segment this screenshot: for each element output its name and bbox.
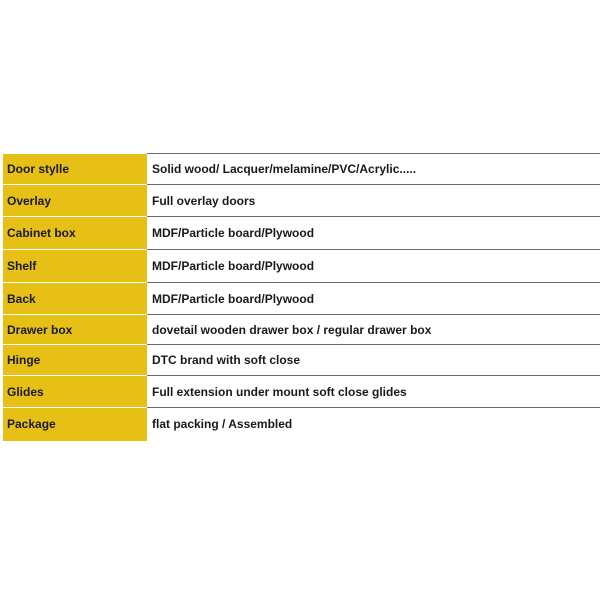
row-label: Hinge — [3, 345, 147, 376]
row-value: DTC brand with soft close — [147, 345, 600, 376]
row-label: Overlay — [3, 185, 147, 217]
row-value: MDF/Particle board/Plywood — [147, 283, 600, 315]
row-value: flat packing / Assembled — [147, 408, 600, 441]
row-value: dovetail wooden drawer box / regular drawer box — [147, 315, 600, 345]
row-value: Full extension under mount soft close glides — [147, 376, 600, 408]
row-label: Drawer box — [3, 315, 147, 345]
row-value: Solid wood/ Lacquer/melamine/PVC/Acrylic..... — [147, 154, 600, 185]
row-label: Cabinet box — [3, 217, 147, 250]
table-row — [3, 345, 600, 376]
table-row — [3, 154, 600, 185]
table-row — [3, 250, 600, 283]
spec-table — [3, 153, 600, 441]
row-label: Glides — [3, 376, 147, 408]
row-label: Package — [3, 408, 147, 441]
table-row — [3, 408, 600, 441]
table-row — [3, 283, 600, 315]
row-label: Back — [3, 283, 147, 315]
row-value: MDF/Particle board/Plywood — [147, 217, 600, 250]
row-label: Door stylle — [3, 154, 147, 185]
table-row — [3, 376, 600, 408]
table-row — [3, 315, 600, 345]
row-value: Full overlay doors — [147, 185, 600, 217]
row-label: Shelf — [3, 250, 147, 283]
table-row — [3, 217, 600, 250]
row-value: MDF/Particle board/Plywood — [147, 250, 600, 283]
table-row — [3, 185, 600, 217]
